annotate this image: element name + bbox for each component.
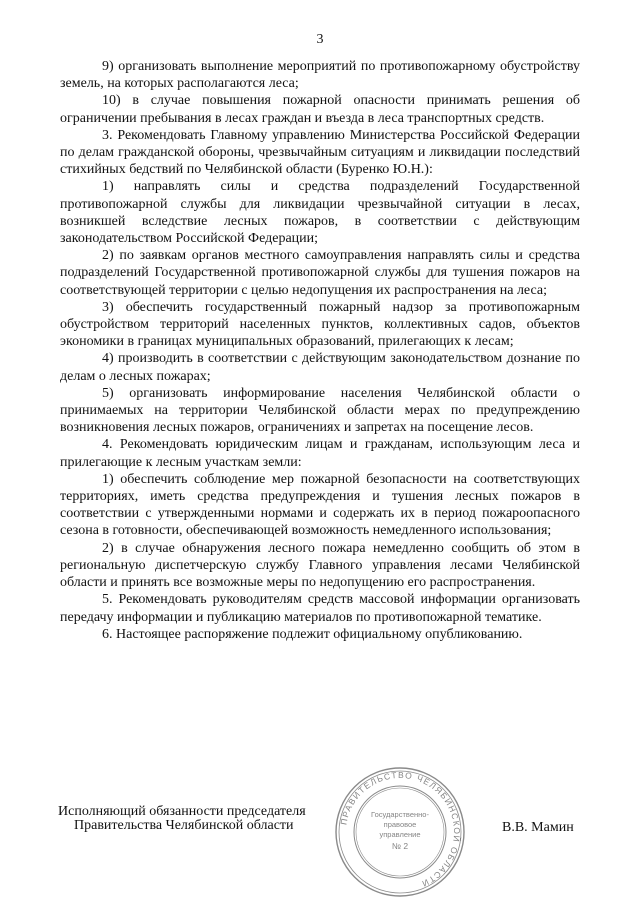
paragraph: 2) по заявкам органов местного самоуправления направлять силы и средства подразделений Государственной противопожарной службы для тушения пожаров на соответствующей территории с целью недопущения их распространения на леса; <box>60 248 580 298</box>
signature-block <box>0 769 640 900</box>
stamp-ring-text: ПРАВИТЕЛЬСТВО ЧЕЛЯБИНСКОЙ ОБЛАСТИ <box>338 769 463 890</box>
paragraph: 4. Рекомендовать юридическим лицам и гражданам, использующим леса и прилегающие к лесным участкам земли: <box>60 437 580 470</box>
paragraph: 2) в случае обнаружения лесного пожара немедленно сообщить об этом в региональную диспетчерскую службу Главного управления лесами Челябинской области и принять все возможные меры по недопущению его распространения. <box>60 540 580 591</box>
page-number: 3 <box>316 32 324 47</box>
official-stamp <box>330 762 470 902</box>
paragraph: 6. Настоящее распоряжение подлежит официальному опубликованию. <box>102 626 523 642</box>
document-body <box>60 58 580 643</box>
stamp-center-line-2: правовое <box>383 820 417 829</box>
paragraph: 3. Рекомендовать Главному управлению Министерства Российской Федерации по делам гражданской обороны, чрезвычайным ситуациям и ликвидации последствий стихийных бедствий по Челябинской области (Буренко Ю.Н.): <box>60 127 580 178</box>
paragraph: 10) в случае повышения пожарной опасности принимать решения об ограничении пребывания в лесах граждан и въезда в леса транспортных средств. <box>60 93 580 126</box>
paragraph: 9) организовать выполнение мероприятий по противопожарному обустройству земель, на которых располагаются леса; <box>60 59 580 92</box>
paragraph: 3) обеспечить государственный пожарный надзор за противопожарным обустройством территорий населенных пунктов, коллективных садов, объектов экономики в границах муниципальных образований, прилегающих к лесам; <box>60 299 580 350</box>
stamp-center-line-1: Государственно- <box>371 810 429 819</box>
paragraph: 1) обеспечить соблюдение мер пожарной безопасности на соответствующих территориях, иметь средства предупреждения и тушения лесных пожаров в соответствии с утвержденными нормами и содержать их в период пожароопасного сезона в готовности, обеспечивающей возможность немедленного использования; <box>60 471 580 539</box>
stamp-center-line-4: № 2 <box>391 841 409 851</box>
paragraph: 1) направлять силы и средства подразделений Государственной противопожарной службы для ликвидации чрезвычайной ситуации в лесах, возникшей вследствие лесных пожаров, в соответствии с действующим законодательством Российской Федерации; <box>60 179 580 247</box>
signer-position-line-1: Исполняющий обязанности председателя <box>58 804 306 819</box>
signer-position-line-2: Правительства Челябинской области <box>74 818 294 833</box>
stamp-center-line-3: управление <box>379 830 421 839</box>
paragraph: 5. Рекомендовать руководителям средств массовой информации организовать передачу информации и публикацию материалов по противопожарной тематике. <box>60 592 580 625</box>
paragraph: 5) организовать информирование населения Челябинской области о принимаемых на территории Челябинской области мерах по предупреждению возникновения лесных пожаров, ограничениях и запретах на посещение лесов. <box>60 385 580 436</box>
signer-name: В.В. Мамин <box>502 820 574 835</box>
paragraph: 4) производить в соответствии с действующим законодательством дознание по делам о лесных пожарах; <box>60 351 580 384</box>
